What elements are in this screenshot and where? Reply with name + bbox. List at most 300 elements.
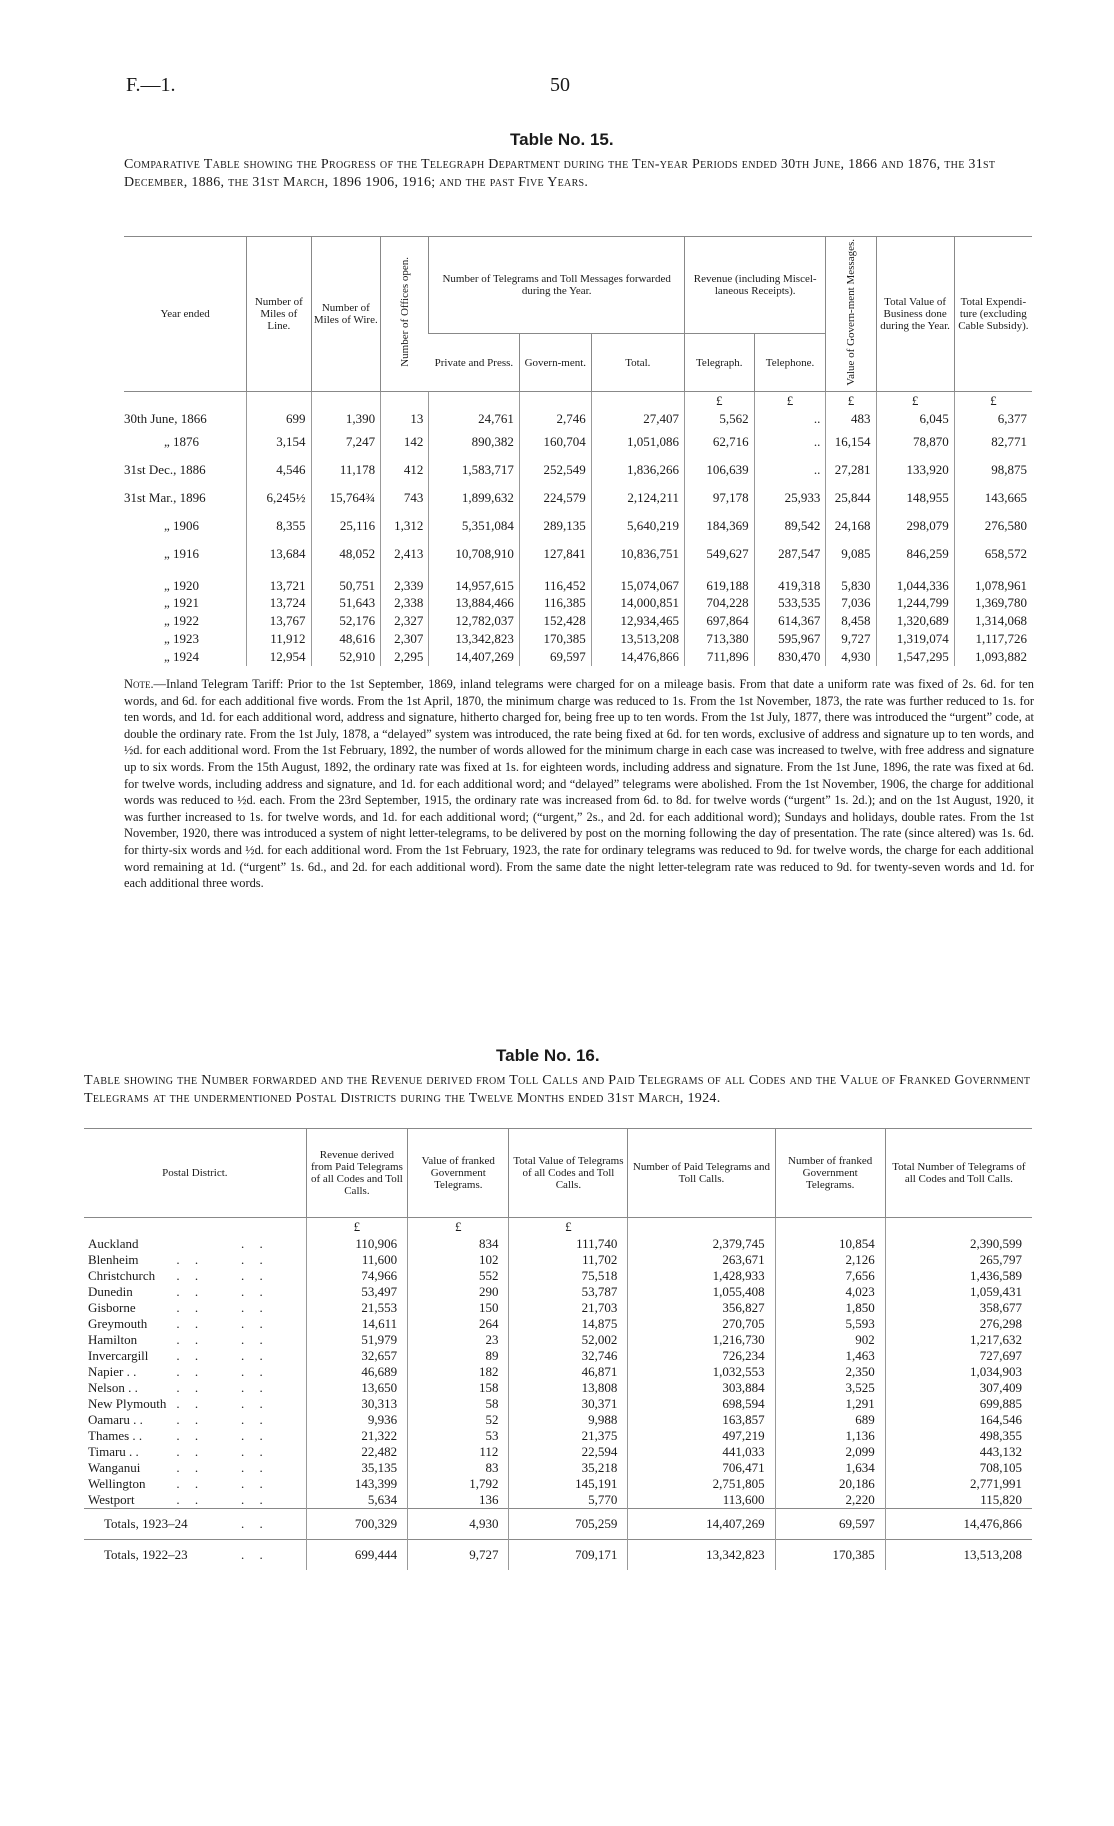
table-cell: 419,318 — [754, 568, 826, 594]
table-row — [84, 1252, 1032, 1268]
table-cell: 46,871 — [509, 1364, 628, 1380]
leader-dots: . . — [241, 1236, 269, 1251]
district-name: Hamilton — [88, 1332, 138, 1347]
table-cell: 27,407 — [591, 410, 684, 428]
table-cell: 53,787 — [509, 1284, 628, 1300]
total-cell: 705,259 — [509, 1509, 628, 1540]
district-name: Wellington — [88, 1476, 146, 1491]
unit-pound: £ — [509, 1218, 628, 1237]
table-cell: 2,126 — [775, 1252, 885, 1268]
district-name: Oamaru . . — [88, 1412, 143, 1427]
totals-row — [84, 1509, 1032, 1540]
table-cell: 5,830 — [826, 568, 876, 594]
table-cell: 619,188 — [684, 568, 754, 594]
header-district: Postal District. — [84, 1129, 306, 1218]
total-cell: 69,597 — [775, 1509, 885, 1540]
page-number: 50 — [550, 74, 570, 96]
leader-dots: . . — [176, 1428, 205, 1443]
table-cell: 10,708,910 — [429, 540, 520, 568]
table-cell: 1,312 — [381, 512, 429, 540]
table-cell: 1,078,961 — [954, 568, 1032, 594]
leader-dots: . . — [176, 1284, 205, 1299]
table-cell: 298,079 — [876, 512, 954, 540]
table-cell: 1,792 — [408, 1476, 509, 1492]
table-cell: 2,390,599 — [885, 1236, 1032, 1252]
leader-dots: . . — [241, 1380, 269, 1395]
table-cell: 6,245½ — [247, 484, 311, 512]
table-cell: 658,572 — [954, 540, 1032, 568]
table-cell: 303,884 — [628, 1380, 775, 1396]
table-cell: 289,135 — [519, 512, 591, 540]
table-cell: 142 — [381, 428, 429, 456]
table-cell: 82,771 — [954, 428, 1032, 456]
table-cell: 290 — [408, 1284, 509, 1300]
table-row — [84, 1300, 1032, 1316]
table-row — [84, 1460, 1032, 1476]
table-cell: 3,154 — [247, 428, 311, 456]
leader-dots: . . — [176, 1300, 205, 1315]
row-label: „ 1916 — [164, 545, 200, 561]
table-cell: 252,549 — [519, 456, 591, 484]
table-cell: 32,657 — [306, 1348, 407, 1364]
table-cell: 270,705 — [628, 1316, 775, 1332]
table-cell: 1,093,882 — [954, 648, 1032, 666]
table-cell: .. — [754, 456, 826, 484]
header-miles-wire: Number of Miles of Wire. — [311, 237, 381, 392]
unit-pound: £ — [876, 391, 954, 410]
table-cell: 52,002 — [509, 1332, 628, 1348]
table-cell: 13,767 — [247, 612, 311, 630]
table-cell: 116,452 — [519, 568, 591, 594]
table-cell: 11,178 — [311, 456, 381, 484]
total-cell: 700,329 — [306, 1509, 407, 1540]
table-cell: 3,525 — [775, 1380, 885, 1396]
row-label: „ 1922 — [164, 612, 200, 628]
table-cell: 78,870 — [876, 428, 954, 456]
table-cell: 1,117,726 — [954, 630, 1032, 648]
table-row — [84, 1284, 1032, 1300]
table-cell: 7,247 — [311, 428, 381, 456]
row-label: 31st Dec., 1886 — [124, 461, 206, 477]
table-row — [84, 1492, 1032, 1509]
table-cell: 699 — [247, 410, 311, 428]
header-revenue-group: Revenue (including Miscel-laneous Receipts). — [684, 237, 825, 334]
table-16-caption: Table showing the Number forwarded and the Revenue derived from Toll Calls and Paid Telegrams of all Codes and the Value of Franked Government Telegrams at the undermentioned Postal Districts during the Twelve Months ended 31st March, 1924. — [84, 1073, 1031, 1106]
table-cell: 30,313 — [306, 1396, 407, 1412]
table-cell: 5,640,219 — [591, 512, 684, 540]
header-government: Govern-ment. — [519, 334, 591, 391]
table-cell: 110,906 — [306, 1236, 407, 1252]
table-cell: 1,583,717 — [429, 456, 520, 484]
document-reference: F.—1. — [126, 74, 176, 96]
table-cell: 24,761 — [429, 410, 520, 428]
table-cell: 1,291 — [775, 1396, 885, 1412]
leader-dots: . . — [176, 1268, 205, 1283]
table-cell: 89 — [408, 1348, 509, 1364]
table-cell: 14,407,269 — [429, 648, 520, 666]
table-cell: 11,600 — [306, 1252, 407, 1268]
table-cell: 136 — [408, 1492, 509, 1509]
table-cell: 412 — [381, 456, 429, 484]
leader-dots: . . — [241, 1476, 269, 1491]
total-cell: 170,385 — [775, 1540, 885, 1571]
table-cell: 595,967 — [754, 630, 826, 648]
table-cell: 97,178 — [684, 484, 754, 512]
table-cell: 50,751 — [311, 568, 381, 594]
table-cell: 106,639 — [684, 456, 754, 484]
header-private: Private and Press. — [429, 334, 520, 391]
table-cell: 704,228 — [684, 594, 754, 612]
table-cell: 14,611 — [306, 1316, 407, 1332]
header-telephone: Telephone. — [754, 334, 826, 391]
table-row — [84, 1428, 1032, 1444]
total-cell: 13,513,208 — [885, 1540, 1032, 1571]
table-cell: 113,600 — [628, 1492, 775, 1509]
table-cell: 727,697 — [885, 1348, 1032, 1364]
leader-dots: . . — [176, 1460, 205, 1475]
table-cell: 307,409 — [885, 1380, 1032, 1396]
table-cell: 743 — [381, 484, 429, 512]
table-cell: 152,428 — [519, 612, 591, 630]
table-cell: 75,518 — [509, 1268, 628, 1284]
table-cell: 184,369 — [684, 512, 754, 540]
table-cell: 2,338 — [381, 594, 429, 612]
table-cell: 158 — [408, 1380, 509, 1396]
table-row — [84, 1380, 1032, 1396]
table-cell: 1,634 — [775, 1460, 885, 1476]
table-cell: 265,797 — [885, 1252, 1032, 1268]
leader-dots: . . — [241, 1284, 269, 1299]
table-cell: 697,864 — [684, 612, 754, 630]
table-cell: 21,703 — [509, 1300, 628, 1316]
table-15-caption: Comparative Table showing the Progress of the Telegraph Department during the Ten-year Periods ended 30th June, 1866 and 1876, the 31st December, 1886, the 31st March, 1896 1906, 1916; and the past Five Years. — [124, 157, 996, 190]
table-row — [84, 1364, 1032, 1380]
table-cell: 7,656 — [775, 1268, 885, 1284]
table-cell: 148,955 — [876, 484, 954, 512]
table-cell: 5,593 — [775, 1316, 885, 1332]
table-cell: 7,036 — [826, 594, 876, 612]
leader-dots: . . — [241, 1460, 269, 1475]
table-cell: 112 — [408, 1444, 509, 1460]
table-cell: 708,105 — [885, 1460, 1032, 1476]
table-cell: 111,740 — [509, 1236, 628, 1252]
table-cell: 1,369,780 — [954, 594, 1032, 612]
leader-dots: . . — [176, 1364, 205, 1379]
table-cell: 10,836,751 — [591, 540, 684, 568]
totals-label: Totals, 1923–24 — [84, 1509, 241, 1540]
table-cell: 1,428,933 — [628, 1268, 775, 1284]
table-cell: 143,665 — [954, 484, 1032, 512]
table-cell: 498,355 — [885, 1428, 1032, 1444]
table-16-title: Table No. 16. — [496, 1046, 600, 1065]
table-cell: 11,702 — [509, 1252, 628, 1268]
leader-dots: . . — [241, 1348, 269, 1363]
row-label: 31st Mar., 1896 — [124, 489, 206, 505]
table-cell: 12,954 — [247, 648, 311, 666]
leader-dots: . . — [241, 1316, 269, 1331]
table-15 — [124, 236, 1032, 666]
table-cell: 1,044,336 — [876, 568, 954, 594]
table-cell: 52 — [408, 1412, 509, 1428]
table-cell: 263,671 — [628, 1252, 775, 1268]
leader-dots: . . — [176, 1444, 205, 1459]
note-text: —Inland Telegram Tariff: Prior to the 1st September, 1869, inland telegrams were charged for on a mileage basis. From that date a uniform rate was fixed of 2s. 6d. for ten words, and 6d. for each additional five words. From the 1st April, 1870, the minimum charge was reduced to 1s. From the 1st November, 1873, the rate was further reduced to 1s. for ten words, and 1d. for each additional word, address and signature, hitherto charged for, being free up to ten words. From the 1st July, 1877, there was introduced the “urgent” code, at double the ordinary rate. From the 1st July, 1878, a “delayed” system was introduced, the rate being fixed at 6d. for ten words, exclusive of address and signature up to ten words, and ½d. for each additional word. From the 1st February, 1892, the number of words allowed for the minimum charge in each case was increased to twelve, with free address and signature up to six words. From the 15th August, 1892, the ordinary rate was fixed at 1s. for eighteen words, including address and signature. From the 1st June, 1896, the rate was fixed at 6d. for twelve words, including address and signature, and 1d. for each additional word; and “delayed” telegrams were abolished. From the 1st November, 1906, the charge for additional words was reduced to ½d. each. From the 23rd September, 1915, the ordinary rate was increased from 6d. to 8d. for twelve words (“urgent” 1s. 2d.); and on the 1st August, 1920, it was further increased to 1s. for twelve words, and 1d. for each additional word; (“urgent,” 2s., and 2d. for each additional word); Sundays and holidays, double rates. From the 1st November, 1920, there was introduced a system of night letter-telegrams, to be delivered by post on the morning following the day of presentation. The rate (since altered) was 1s. 6d. for thirty-six words and ½d. for each additional word. From the 1st February, 1923, the rate for ordinary telegrams was reduced to 9d. for twelve words, the charge for each additional word remaining at 1d. (“urgent” 1s. 6d., and 2d. for each additional word). From the same date the night letter-telegram rate was reduced to 9d. for twenty-seven words and 1d. for each additional three words. — [124, 677, 1034, 891]
table-cell: 5,634 — [306, 1492, 407, 1509]
table-cell: 726,234 — [628, 1348, 775, 1364]
table-row — [84, 1444, 1032, 1460]
table-cell: 14,000,851 — [591, 594, 684, 612]
table-cell: 2,220 — [775, 1492, 885, 1509]
table-cell: 35,218 — [509, 1460, 628, 1476]
table-cell: 21,553 — [306, 1300, 407, 1316]
table-cell: 23 — [408, 1332, 509, 1348]
table-cell: 2,379,745 — [628, 1236, 775, 1252]
unit-pound: £ — [684, 391, 754, 410]
table-cell: 890,382 — [429, 428, 520, 456]
table-cell: 1,055,408 — [628, 1284, 775, 1300]
table-cell: 14,957,615 — [429, 568, 520, 594]
table-cell: 22,594 — [509, 1444, 628, 1460]
table-cell: 224,579 — [519, 484, 591, 512]
table-cell: 52,910 — [311, 648, 381, 666]
table-cell: 9,988 — [509, 1412, 628, 1428]
table-cell: 441,033 — [628, 1444, 775, 1460]
leader-dots: . . — [176, 1396, 205, 1411]
table-row — [124, 594, 1032, 612]
table-row — [124, 484, 1032, 512]
table-row — [124, 630, 1032, 648]
table-cell: 163,857 — [628, 1412, 775, 1428]
table-cell: 287,547 — [754, 540, 826, 568]
district-name: Gisborne — [88, 1300, 136, 1315]
district-name: Christchurch — [88, 1268, 156, 1283]
table-cell: 143,399 — [306, 1476, 407, 1492]
table-cell: 115,820 — [885, 1492, 1032, 1509]
leader-dots: . . — [241, 1428, 269, 1443]
header-telegraph: Telegraph. — [684, 334, 754, 391]
district-name: Wanganui — [88, 1460, 141, 1475]
table-cell: 51,979 — [306, 1332, 407, 1348]
table-cell: 25,116 — [311, 512, 381, 540]
table-cell: 1,314,068 — [954, 612, 1032, 630]
table-cell: 13,721 — [247, 568, 311, 594]
table-cell: 182 — [408, 1364, 509, 1380]
table-cell: 13,342,823 — [429, 630, 520, 648]
leader-dots: . . — [176, 1252, 205, 1267]
table-cell: 170,385 — [519, 630, 591, 648]
table-cell: 2,751,805 — [628, 1476, 775, 1492]
unit-pound: £ — [408, 1218, 509, 1237]
table-cell: 14,875 — [509, 1316, 628, 1332]
table-cell: 2,327 — [381, 612, 429, 630]
district-name: Invercargill — [88, 1348, 149, 1363]
table-cell: 12,782,037 — [429, 612, 520, 630]
table-cell: 48,616 — [311, 630, 381, 648]
table-cell: 52,176 — [311, 612, 381, 630]
table-cell: .. — [754, 428, 826, 456]
unit-pound: £ — [826, 391, 876, 410]
header-telegrams-group: Number of Telegrams and Toll Messages forwarded during the Year. — [429, 237, 685, 334]
table-cell: 358,677 — [885, 1300, 1032, 1316]
header-total: Total. — [591, 334, 684, 391]
table-cell: 20,186 — [775, 1476, 885, 1492]
row-label: „ 1924 — [164, 648, 200, 664]
total-cell: 14,476,866 — [885, 1509, 1032, 1540]
table-cell: 443,132 — [885, 1444, 1032, 1460]
table-cell: 53,497 — [306, 1284, 407, 1300]
table-cell: 8,355 — [247, 512, 311, 540]
table-cell: 533,535 — [754, 594, 826, 612]
table-cell: 2,295 — [381, 648, 429, 666]
table-cell: 145,191 — [509, 1476, 628, 1492]
unit-pound: £ — [954, 391, 1032, 410]
table-cell: 356,827 — [628, 1300, 775, 1316]
table-cell: 14,476,866 — [591, 648, 684, 666]
table-cell: 1,059,431 — [885, 1284, 1032, 1300]
table-cell: 5,770 — [509, 1492, 628, 1509]
note-label: Note. — [124, 677, 154, 691]
table-cell: 13,724 — [247, 594, 311, 612]
total-cell: 699,444 — [306, 1540, 407, 1571]
total-cell: 4,930 — [408, 1509, 509, 1540]
leader-dots: . . — [176, 1492, 205, 1507]
table-cell: 1,436,589 — [885, 1268, 1032, 1284]
table-cell: 13 — [381, 410, 429, 428]
table-cell: 9,727 — [826, 630, 876, 648]
table-cell: 13,884,466 — [429, 594, 520, 612]
row-label: „ 1920 — [164, 577, 200, 593]
leader-dots: . . — [176, 1476, 205, 1491]
table-cell: 1,051,086 — [591, 428, 684, 456]
leader-dots: . . — [176, 1348, 205, 1363]
leader-dots: . . — [241, 1252, 269, 1267]
table-cell: 62,716 — [684, 428, 754, 456]
tariff-note — [124, 676, 1034, 892]
row-label: „ 1921 — [164, 594, 200, 610]
table-cell: 102 — [408, 1252, 509, 1268]
table-cell: 2,339 — [381, 568, 429, 594]
row-label: 30th June, 1866 — [124, 410, 207, 426]
table-cell: 69,597 — [519, 648, 591, 666]
table-row — [84, 1412, 1032, 1428]
header-gov-value: Value of Govern-ment Messages. — [826, 237, 876, 392]
table-cell: 2,350 — [775, 1364, 885, 1380]
header-franked-value: Value of franked Government Telegrams. — [408, 1129, 509, 1218]
table-cell: 1,034,903 — [885, 1364, 1032, 1380]
table-cell: 549,627 — [684, 540, 754, 568]
table-cell: 16,154 — [826, 428, 876, 456]
leader-dots — [176, 1236, 241, 1252]
table-row — [124, 568, 1032, 594]
district-name: Greymouth — [88, 1316, 148, 1331]
leader-dots: . . — [176, 1332, 205, 1347]
header-business: Total Value of Business done during the Year. — [876, 237, 954, 392]
header-offices: Number of Offices open. — [381, 237, 429, 392]
district-name: Auckland — [88, 1236, 139, 1251]
leader-dots: . . — [176, 1380, 205, 1395]
table-cell: 164,546 — [885, 1412, 1032, 1428]
table-cell: 11,912 — [247, 630, 311, 648]
district-name: Nelson . . — [88, 1380, 138, 1395]
table-cell: 706,471 — [628, 1460, 775, 1476]
table-cell: 46,689 — [306, 1364, 407, 1380]
leader-dots: . . — [241, 1509, 306, 1540]
table-cell: 1,850 — [775, 1300, 885, 1316]
table-cell: 552 — [408, 1268, 509, 1284]
table-cell: 53 — [408, 1428, 509, 1444]
table-cell: 160,704 — [519, 428, 591, 456]
table-cell: 713,380 — [684, 630, 754, 648]
table-cell: 2,124,211 — [591, 484, 684, 512]
table-row — [84, 1348, 1032, 1364]
table-cell: 276,298 — [885, 1316, 1032, 1332]
district-name: Thames . . — [88, 1428, 143, 1443]
table-cell: 483 — [826, 410, 876, 428]
table-cell: 2,307 — [381, 630, 429, 648]
leader-dots: . . — [241, 1412, 269, 1427]
table-cell: 13,808 — [509, 1380, 628, 1396]
table-cell: 2,099 — [775, 1444, 885, 1460]
table-cell: 1,244,799 — [876, 594, 954, 612]
district-name: Dunedin — [88, 1284, 133, 1299]
table-cell: 12,934,465 — [591, 612, 684, 630]
table-row — [84, 1396, 1032, 1412]
table-cell: 497,219 — [628, 1428, 775, 1444]
table-cell: 1,136 — [775, 1428, 885, 1444]
table-cell: 2,413 — [381, 540, 429, 568]
table-cell: 1,836,266 — [591, 456, 684, 484]
row-label: „ 1906 — [164, 517, 200, 533]
row-label: „ 1876 — [164, 433, 200, 449]
leader-dots: . . — [241, 1300, 269, 1315]
table-cell: 13,684 — [247, 540, 311, 568]
table-cell: 133,920 — [876, 456, 954, 484]
table-cell: 24,168 — [826, 512, 876, 540]
header-miles-line: Number of Miles of Line. — [247, 237, 311, 392]
table-cell: 830,470 — [754, 648, 826, 666]
table-cell: 9,085 — [826, 540, 876, 568]
table-row — [124, 428, 1032, 456]
table-row — [84, 1236, 1032, 1252]
header-total-value: Total Value of Telegrams of all Codes and Toll Calls. — [509, 1129, 628, 1218]
totals-row — [84, 1540, 1032, 1571]
table-cell: 264 — [408, 1316, 509, 1332]
totals-label: Totals, 1922–23 — [84, 1540, 241, 1571]
table-cell: 48,052 — [311, 540, 381, 568]
header-expenditure: Total Expendi-ture (excluding Cable Subsidy). — [954, 237, 1032, 392]
table-cell: 98,875 — [954, 456, 1032, 484]
table-cell: 4,023 — [775, 1284, 885, 1300]
table-cell: 1,899,632 — [429, 484, 520, 512]
table-cell: 51,643 — [311, 594, 381, 612]
table-row — [84, 1316, 1032, 1332]
header-franked-number: Number of franked Government Telegrams. — [775, 1129, 885, 1218]
table-cell: 1,217,632 — [885, 1332, 1032, 1348]
total-cell: 13,342,823 — [628, 1540, 775, 1571]
table-cell: 1,320,689 — [876, 612, 954, 630]
unit-pound: £ — [754, 391, 826, 410]
table-cell: 35,135 — [306, 1460, 407, 1476]
leader-dots: . . — [241, 1540, 306, 1571]
table-row — [124, 612, 1032, 630]
table-row — [124, 648, 1032, 666]
table-cell: 5,351,084 — [429, 512, 520, 540]
table-cell: 699,885 — [885, 1396, 1032, 1412]
table-row — [84, 1476, 1032, 1492]
table-cell: 2,746 — [519, 410, 591, 428]
total-cell: 709,171 — [509, 1540, 628, 1571]
table-cell: 846,259 — [876, 540, 954, 568]
